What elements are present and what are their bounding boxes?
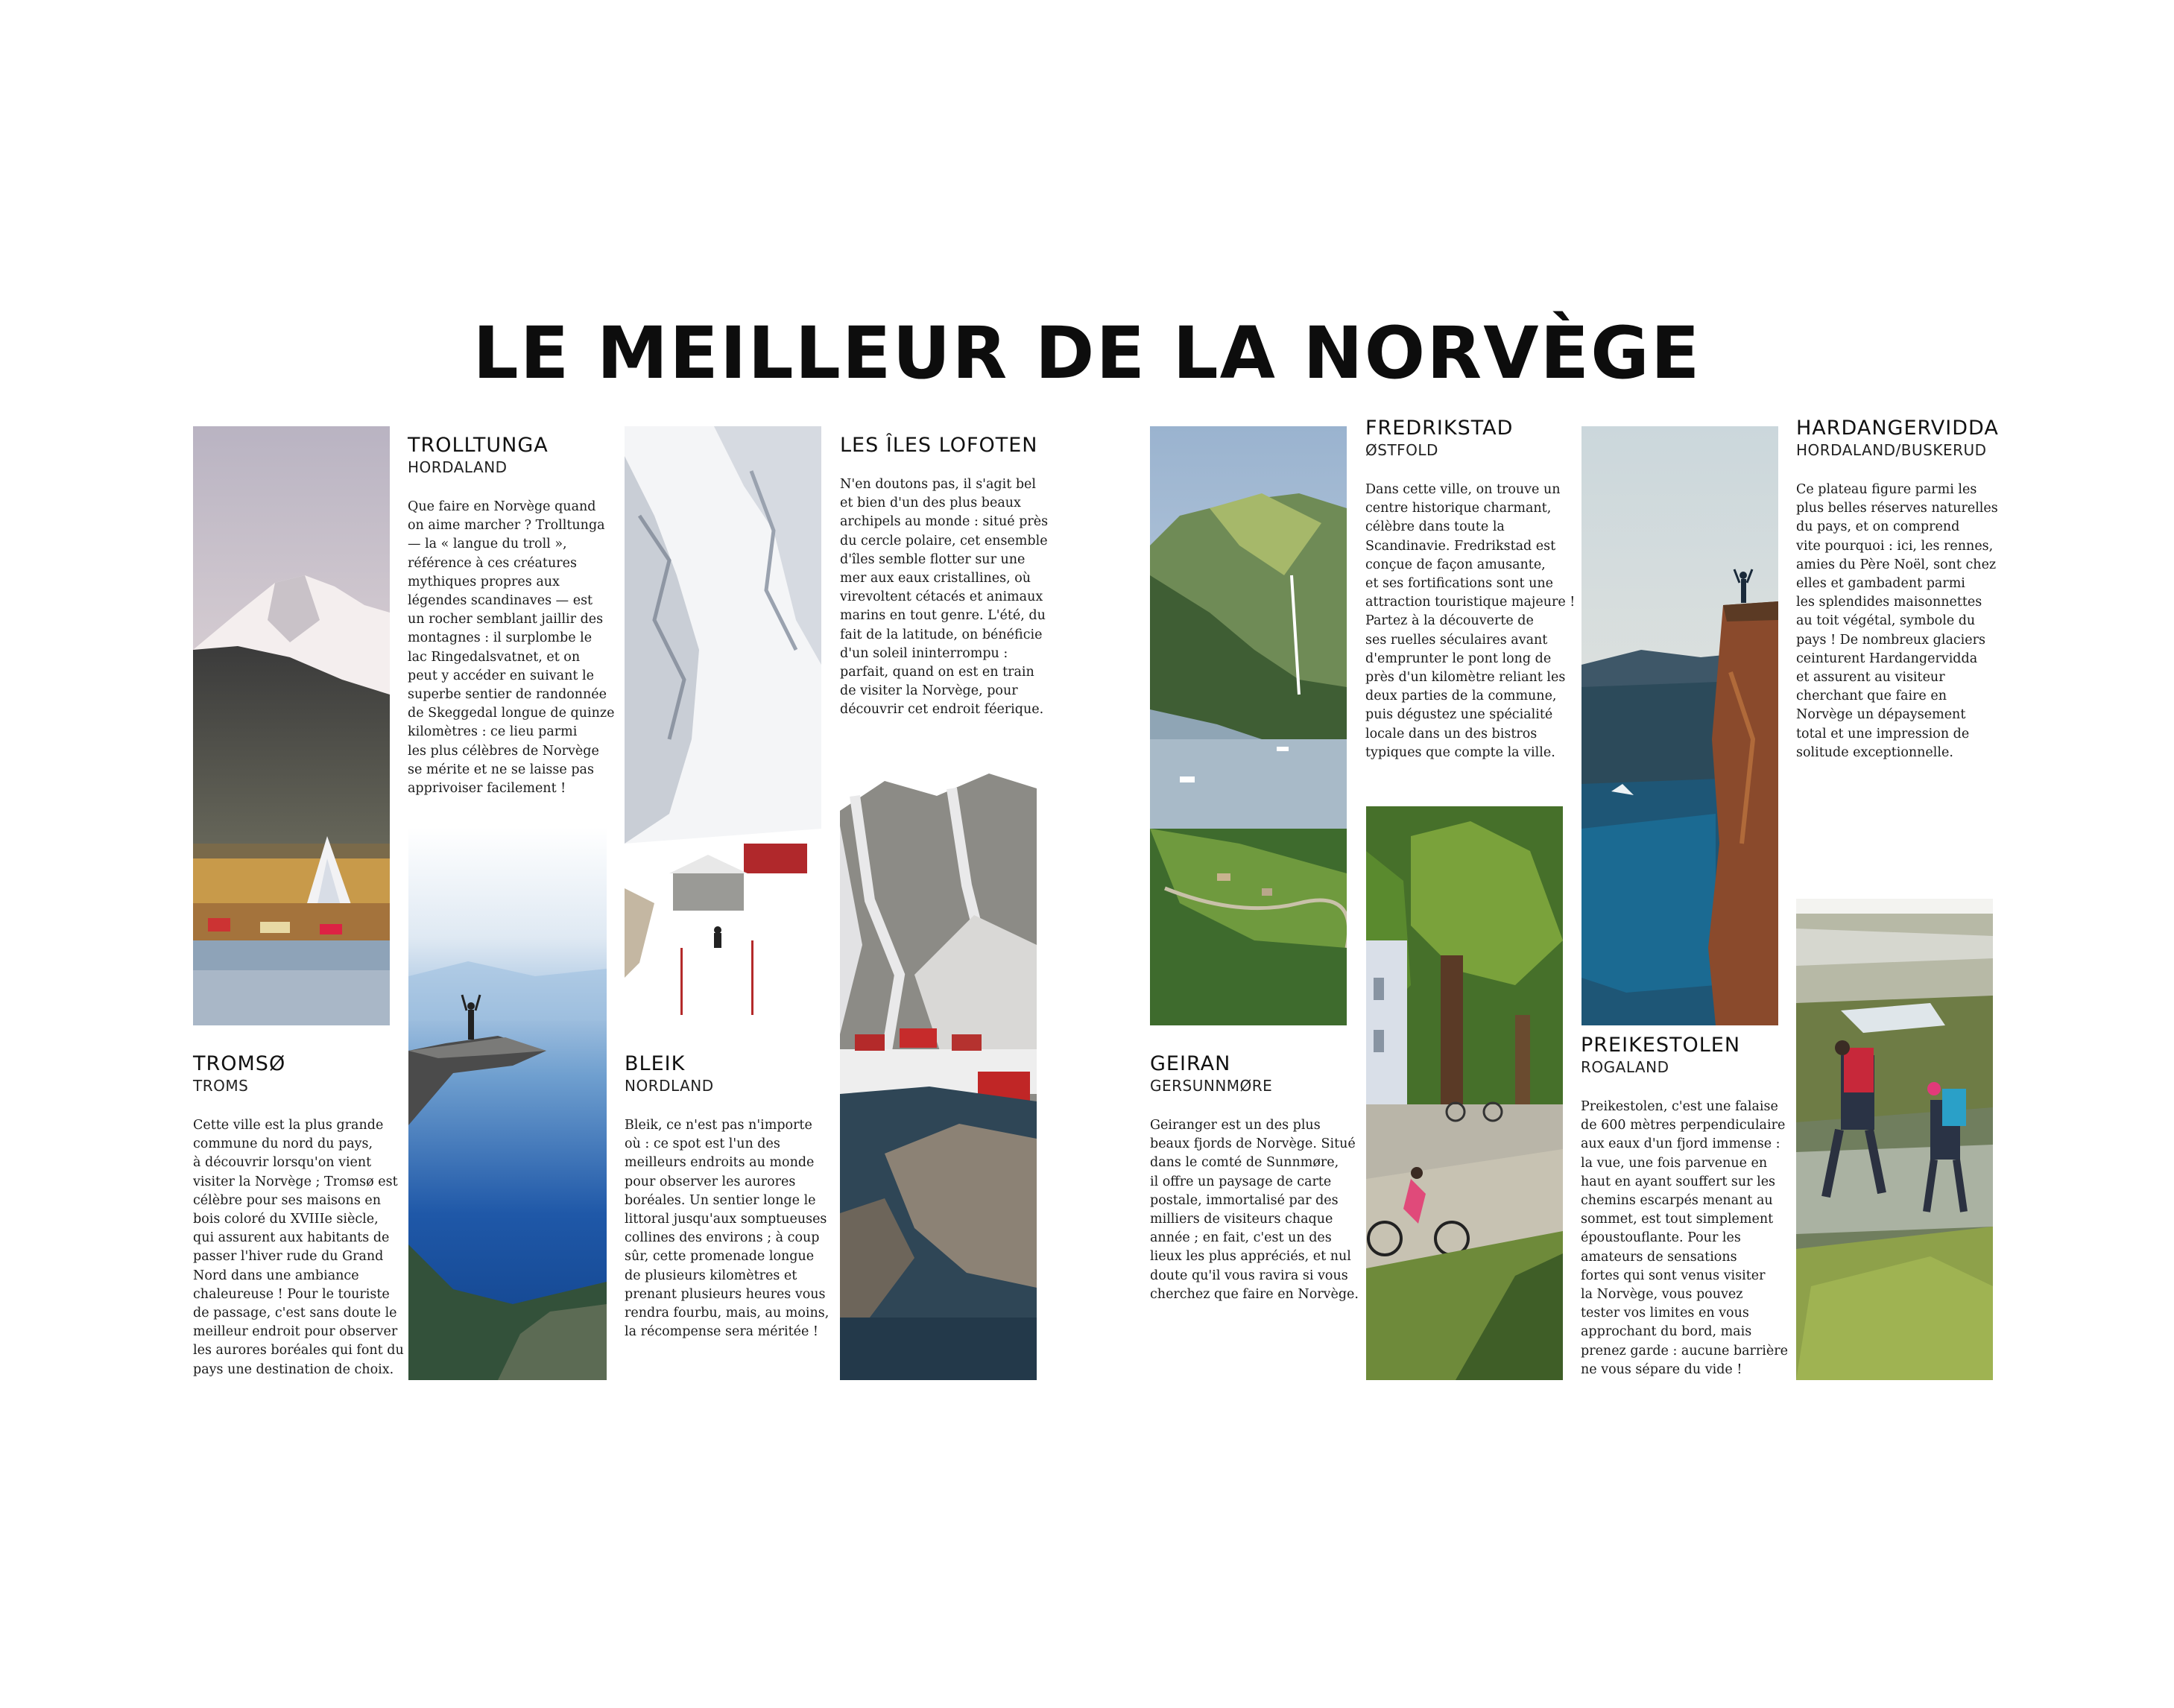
- bleik-name: BLEIK: [625, 1052, 686, 1075]
- trolltunga-region: HORDALAND: [408, 458, 508, 476]
- trolltunga-description: Que faire en Norvège quand on aime marcher ? Trolltunga — la « langue du troll », référence à ces créatures mythiques propres aux légendes scandinaves — est un rocher semblant jaillir des montagnes : il surplombe le lac Ringedalsvatnet, et on peut y accéder en suivant le superbe sentier de randonnée de Skeggedal longue de quinze kilomètres : ce lieu parmi les plus célèbres de Norvège se mérite et ne se laisse pas apprivoiser facilement !: [408, 499, 615, 797]
- geiranger-name: GEIRAN: [1150, 1052, 1231, 1075]
- hardangervidda-block: [1796, 417, 1999, 762]
- lofoten-description: N'en doutons pas, il s'agit bel et bien d'un des plus beaux archipels au monde : situé près du cercle polaire, cet ensemble d'îles semble flotter sur une mer aux eaux cristallines, où virevoltent cétacés et animaux marins en tout genre. L'été, du fait de la latitude, on bénéficie d'un soleil ininterrompu : parfait, quand on est en train de visiter la Norvège, pour découvrir cet endroit féerique.: [840, 477, 1049, 718]
- tromso-name: TROMSØ: [193, 1052, 286, 1075]
- trolltunga-photo: [408, 827, 607, 1380]
- preikestolen-block: [1581, 1034, 1788, 1379]
- preikestolen-region: ROGALAND: [1581, 1058, 1669, 1076]
- page-title: LE MEILLEUR DE LA NORVÈGE: [473, 311, 1701, 395]
- preikestolen-photo: [1581, 426, 1778, 1025]
- bleik-photo: [625, 426, 821, 1025]
- lofoten-photo: [840, 751, 1037, 1380]
- fredrikstad-photo: [1366, 791, 1563, 1380]
- hardangervidda-photo: [1796, 899, 1993, 1380]
- hardangervidda-description: Ce plateau figure parmi les plus belles réserves naturelles du pays, et on comprend vite pourquoi : ici, les rennes, amies du Père Noël, sont chez elles et gambadent parmi les splendides maisonnettes au toit végétal, symbole du pays ! De nombreux glaciers ceinturent Hardangervidda et assurent au visiteur cherchant que faire en Norvège un dépaysement total et une impression de solitude exceptionnelle.: [1796, 482, 1998, 760]
- preikestolen-name: PREIKESTOLEN: [1581, 1034, 1741, 1057]
- tromso-photo: [193, 426, 390, 1025]
- tromso-block: [193, 1052, 404, 1379]
- hardangervidda-region: HORDALAND/BUSKERUD: [1796, 441, 1987, 459]
- tromso-description: Cette ville est la plus grande commune du nord du pays, à découvrir lorsqu'on vient visiter la Norvège ; Tromsø est célèbre pour ses maisons en bois coloré du XVIIIe siècle, qui assurent aux habitants de passer l'hiver rude du Grand Nord dans une ambiance chaleureuse ! Pour le touriste de passage, c'est sans doute le meilleur endroit pour observer les aurores boréales qui font du pays une destination de choix.: [193, 1118, 404, 1377]
- geiranger-photo: [1150, 426, 1347, 1025]
- fredrikstad-description: Dans cette ville, on trouve un centre historique charmant, célèbre dans toute la Scandinavie. Fredrikstad est conçue de façon amusante, et ses fortifications sont une attraction touristique majeure ! Partez à la découverte de ses ruelles séculaires avant d'emprunter le pont long de près d'un kilomètre reliant les deux parties de la commune, puis dégustez une spécialité locale dans un des bistros typiques que compte la ville.: [1365, 482, 1576, 760]
- tromso-region: TROMS: [193, 1077, 249, 1095]
- geiranger-block: [1150, 1052, 1359, 1304]
- hardangervidda-name: HARDANGERVIDDA: [1796, 417, 1999, 440]
- preikestolen-description: Preikestolen, c'est une falaise de 600 mètres perpendiculaire aux eaux d'un fjord immense : la vue, une fois parvenue en haut en ayant souffert sur les chemins escarpés menant au sommet, est tout simplement époustouflante. Pour les amateurs de sensations fortes qui sont venus visiter la Norvège, vous pouvez tester vos limites en vous approchant du bord, mais prenez garde : aucune barrière ne vous sépare du vide !: [1581, 1099, 1788, 1377]
- trolltunga-block: [408, 434, 615, 798]
- bleik-block: [625, 1052, 830, 1341]
- trolltunga-name: TROLLTUNGA: [408, 434, 549, 457]
- geiranger-description: Geiranger est un des plus beaux fjords de Norvège. Situé dans le comté de Sunnmøre, il offre un paysage de carte postale, immortalisé par des milliers de visiteurs chaque année ; en fait, c'est un des lieux les plus appréciés, et nul doute qu'il vous ravira si vous cherchez que faire en Norvège.: [1150, 1118, 1359, 1302]
- lofoten-block: [840, 434, 1049, 720]
- fredrikstad-block: [1365, 417, 1576, 762]
- bleik-description: Bleik, ce n'est pas n'importe où : ce spot est l'un des meilleurs endroits au monde pour observer les aurores boréales. Un sentier longe le littoral jusqu'aux somptueuses collines des environs ; à coup sûr, cette promenade longue de plusieurs kilomètres et prenant plusieurs heures vous rendra fourbu, mais, au moins, la récompense sera méritée !: [625, 1118, 830, 1340]
- lofoten-name: LES ÎLES LOFOTEN: [840, 434, 1038, 457]
- geiranger-region: GERSUNNMØRE: [1150, 1077, 1273, 1095]
- fredrikstad-name: FREDRIKSTAD: [1365, 417, 1514, 440]
- bleik-region: NORDLAND: [625, 1077, 714, 1095]
- fredrikstad-region: ØSTFOLD: [1365, 441, 1438, 459]
